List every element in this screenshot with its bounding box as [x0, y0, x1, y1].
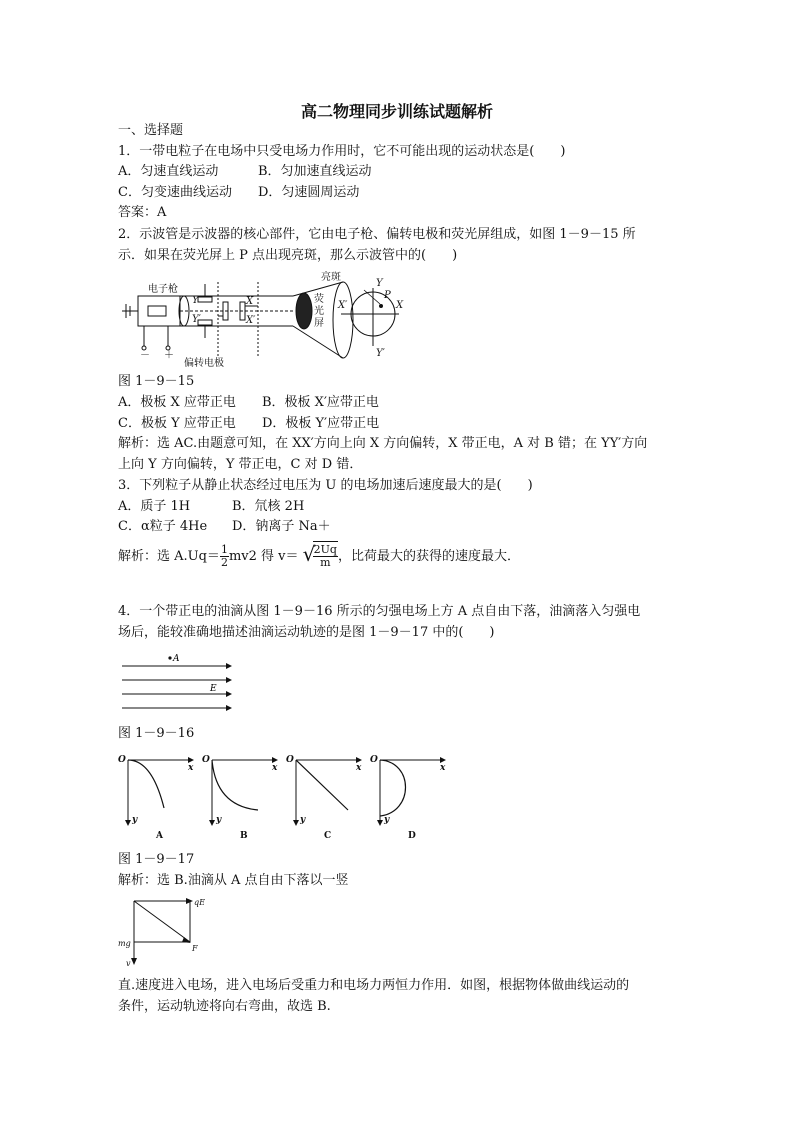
q3-option-b: B．氘核 2H: [232, 499, 305, 514]
trajectory-curve: [212, 760, 258, 810]
sqrt-denominator: m: [320, 556, 331, 569]
label-deflection-electrodes: 偏转电极: [184, 358, 224, 369]
y-axis-label: y: [384, 815, 390, 825]
x-axis-label: x: [272, 763, 278, 773]
sqrt-expression: [303, 541, 338, 572]
label-bright-spot: 亮斑: [321, 272, 341, 283]
label-screen-3: 屏: [314, 318, 324, 329]
q2-analysis-line2: 上向 Y 方向偏转，Y 带正电，C 对 D 错．: [118, 457, 363, 472]
trajectory-panel-c: [286, 755, 362, 841]
label-screen-y-prime: Y′: [376, 348, 385, 359]
y-axis-label: y: [132, 815, 138, 825]
y-axis-label: y: [216, 815, 222, 825]
bright-spot: [379, 304, 383, 308]
q2-analysis-line1: 解析：选 AC.由题意可知，在 XX′方向上向 X 方向偏转，X 带正电，A 对 B 错；在 YY′方向: [118, 436, 648, 451]
label-electron-gun: 电子枪: [148, 284, 178, 295]
label-screen-x-prime: X′: [338, 300, 348, 311]
label-plate-x-prime: X′: [246, 315, 256, 326]
origin-label: O: [202, 755, 210, 765]
y-axis-arrow-icon: [209, 820, 215, 826]
q1-option-a: A．匀速直线运动: [118, 164, 219, 179]
force-diagram-figure: [118, 896, 218, 968]
q2-stem-line1: 2．示波管是示波器的核心部件，它由电子枪、偏转电极和荧光屏组成，如图 1－9－15 所: [118, 227, 636, 242]
sqrt-numerator: 2Uq: [313, 543, 337, 556]
q4-stem-line1: 4．一个带正电的油滴从图 1－9－16 所示的匀强电场上方 A 点自由下落，油滴落入匀强电: [118, 604, 641, 619]
trajectory-curve: [128, 760, 164, 808]
q1-stem: 1．一带电粒子在电场中只受电场力作用时，它不可能出现的运动状态是( ): [118, 144, 566, 159]
label-screen-2: 光: [314, 306, 324, 317]
origin-label: O: [370, 755, 378, 765]
label-screen-1: 荧: [314, 294, 324, 305]
option-label: B: [240, 831, 248, 841]
q1-option-c: C．匀变速曲线运动: [118, 185, 232, 200]
label-plate-x: X: [246, 296, 254, 307]
label-f: F: [192, 944, 198, 953]
fraction-denominator: 2: [220, 556, 228, 569]
q2-option-d: D．极板 Y′应带正电: [262, 416, 380, 431]
q1-option-b: B．匀加速直线运动: [258, 164, 372, 179]
label-screen-y: Y: [376, 278, 383, 289]
option-label: D: [408, 831, 416, 841]
trajectory-curve: [296, 760, 348, 810]
option-label: A: [156, 831, 163, 841]
plate-y: [198, 297, 212, 302]
q4-stem-line2: 场后，能较准确地描述油滴运动轨迹的是图 1－9－17 中的( ): [118, 625, 495, 640]
fraction-numerator: 1: [220, 543, 228, 556]
q3-analysis: [118, 541, 520, 572]
y-axis-arrow-icon: [377, 820, 383, 826]
page-title: 高二物理同步训练试题解析: [300, 102, 493, 121]
label-plate-y: Y: [192, 295, 199, 306]
label-qe: qE: [194, 898, 205, 907]
q4-figure16-caption: 图 1－9－16: [118, 726, 195, 741]
q2-stem-line2: 示．如果在荧光屏上 P 点出现亮斑，那么示波管中的( ): [118, 248, 458, 263]
q2-option-a: A．极板 X 应带正电: [118, 395, 236, 410]
q4-analysis-line1: 解析：选 B.油滴从 A 点自由下落以一竖: [118, 873, 349, 888]
q1-option-d: D．匀速圆周运动: [258, 185, 360, 200]
y-axis-label: y: [300, 815, 306, 825]
q4-figure17-caption: 图 1－9－17: [118, 852, 195, 867]
x-axis-label: x: [188, 763, 194, 773]
label-mg: mg: [118, 939, 131, 948]
label-v: v: [126, 959, 131, 968]
origin-label: O: [286, 755, 294, 765]
oscilloscope-tube-figure: [118, 266, 418, 370]
electron-gun: [138, 296, 180, 326]
label-field-e: E: [210, 684, 217, 694]
trajectory-panel-a: [118, 755, 194, 841]
q2-option-b: B．极板 X′应带正电: [262, 395, 379, 410]
x-axis-label: x: [440, 763, 446, 773]
origin-label: O: [118, 755, 126, 765]
q3-analysis-mid: mv2 得 v＝: [228, 549, 299, 564]
trajectory-panel-b: [202, 755, 278, 841]
q4-analysis-line3: 条件，运动轨迹将向右弯曲，故选 B.: [118, 999, 331, 1014]
trajectory-panel-d: [370, 755, 446, 841]
label-plate-y-prime: Y′: [192, 314, 201, 325]
q1-answer: 答案：A: [118, 205, 167, 220]
label-point-a: A: [173, 654, 180, 664]
q2-figure-caption: 图 1－9－15: [118, 374, 195, 389]
x-axis-label: x: [356, 763, 362, 773]
label-screen-x: X: [396, 300, 404, 311]
label-screen-p: P: [384, 290, 391, 301]
q3-stem: 3．下列粒子从静止状态经过电压为 U 的电场加速后速度最大的是( ): [118, 478, 533, 493]
q3-option-d: D．钠离子 Na＋: [232, 519, 331, 534]
q2-option-c: C．极板 Y 应带正电: [118, 416, 236, 431]
fraction-half: [220, 544, 229, 569]
label-plus: ＋: [164, 350, 174, 361]
trajectory-curve: [380, 760, 406, 816]
uniform-field-figure: [118, 648, 238, 714]
q3-analysis-prefix: 解析：选 A.Uq＝: [118, 549, 220, 564]
section-heading: 一、选择题: [118, 123, 184, 138]
q3-option-c: C．α粒子 4He: [118, 519, 208, 534]
y-axis-arrow-icon: [125, 820, 131, 826]
option-label: C: [324, 831, 332, 841]
trajectory-options-figure: [118, 752, 448, 844]
radical-sign-icon: √: [302, 542, 316, 566]
q4-analysis-line2: 直.速度进入电场，进入电场后受重力和电场力两恒力作用．如图，根据物体做曲线运动的: [118, 978, 630, 993]
label-minus: －: [140, 350, 150, 361]
y-axis-arrow-icon: [293, 820, 299, 826]
q3-option-a: A．质子 1H: [118, 499, 191, 514]
q3-analysis-suffix: ，比荷最大的获得的速度最大．: [337, 549, 520, 564]
